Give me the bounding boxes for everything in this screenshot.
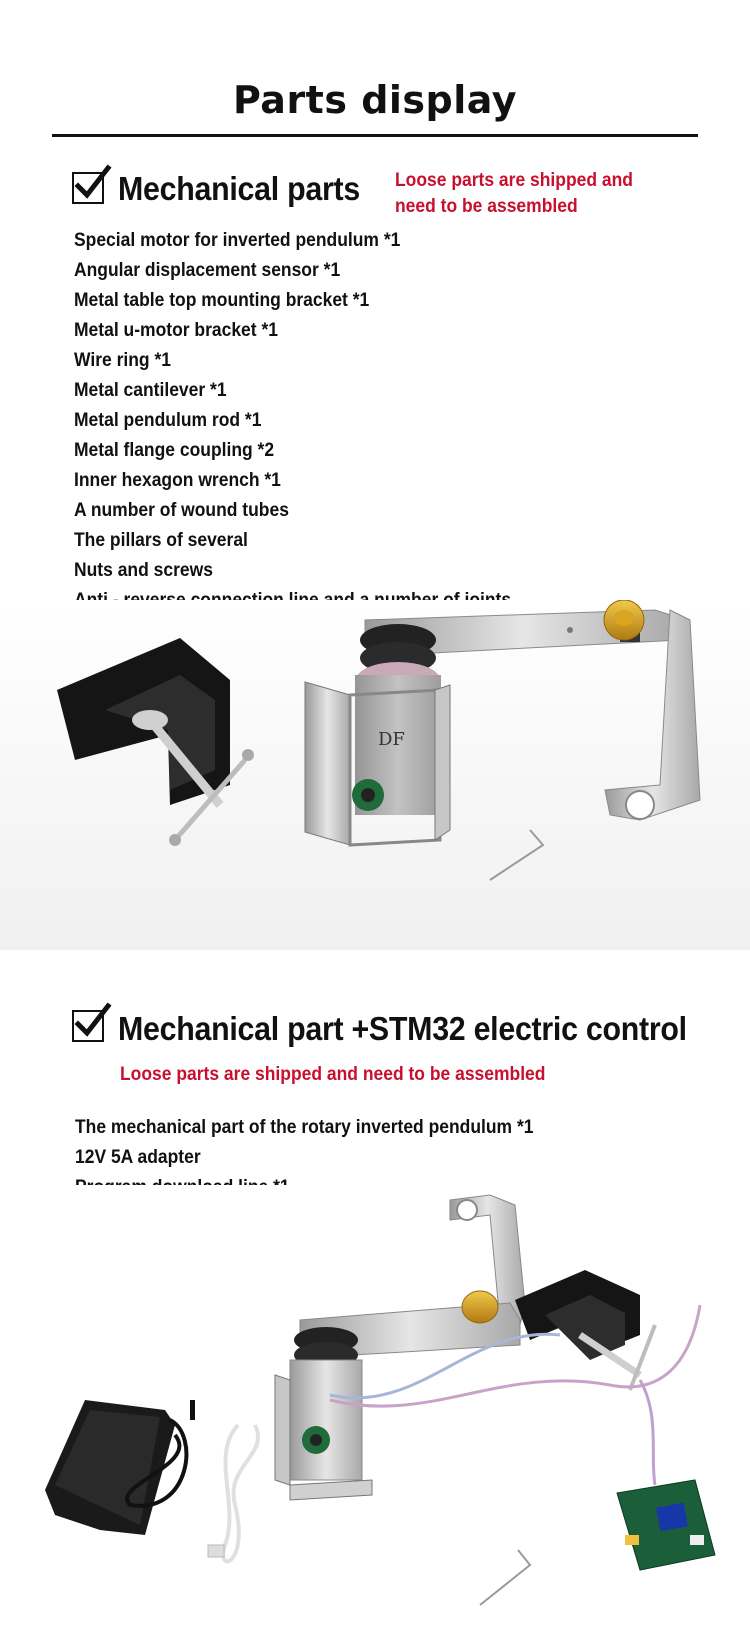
assembly-note-line-1: Loose parts are shipped and	[395, 170, 633, 191]
page-title: Parts display	[232, 78, 518, 122]
checkmark-icon	[72, 164, 112, 204]
list-item: Metal flange coupling *2	[74, 440, 275, 461]
checkmark-icon	[72, 1002, 112, 1042]
section-title-mechanical-parts: Mechanical parts	[118, 170, 360, 207]
angular-displacement-sensor	[462, 1291, 498, 1323]
list-item: Inner hexagon wrench *1	[74, 470, 281, 491]
mechanical-parts-photo	[0, 600, 750, 950]
assembly-note	[395, 168, 633, 220]
list-item: Metal pendulum rod *1	[74, 410, 262, 431]
checkbox-checked-icon	[72, 172, 104, 204]
oled-display	[656, 1503, 688, 1531]
stm32-kit-photo	[0, 1185, 750, 1652]
checkbox-checked-icon	[72, 1010, 104, 1042]
special-motor	[352, 624, 441, 815]
motor-label: DF	[378, 729, 405, 750]
list-item: The mechanical part of the rotary inverted pendulum *1	[75, 1117, 534, 1138]
list-item: Metal table top mounting bracket *1	[74, 290, 370, 311]
section-title-mechanical-and-stm32: Mechanical part +STM32 electric control	[118, 1010, 687, 1047]
list-item: Angular displacement sensor *1	[74, 260, 341, 281]
mechanical-parts-list	[74, 226, 549, 616]
list-item: Nuts and screws	[74, 560, 213, 581]
assembly-note: Loose parts are shipped and need to be assembled	[120, 1064, 546, 1085]
list-item: Metal cantilever *1	[74, 380, 227, 401]
list-item: Wire ring *1	[74, 350, 171, 371]
list-item: 12V 5A adapter	[75, 1147, 201, 1168]
title-divider	[52, 134, 698, 137]
list-item: The pillars of several	[74, 530, 248, 551]
list-item: A number of wound tubes	[74, 500, 289, 521]
list-item: Special motor for inverted pendulum *1	[74, 230, 401, 251]
assembly-note-line-2: need to be assembled	[395, 196, 578, 217]
angular-displacement-sensor	[604, 600, 644, 640]
list-item: Metal u-motor bracket *1	[74, 320, 278, 341]
